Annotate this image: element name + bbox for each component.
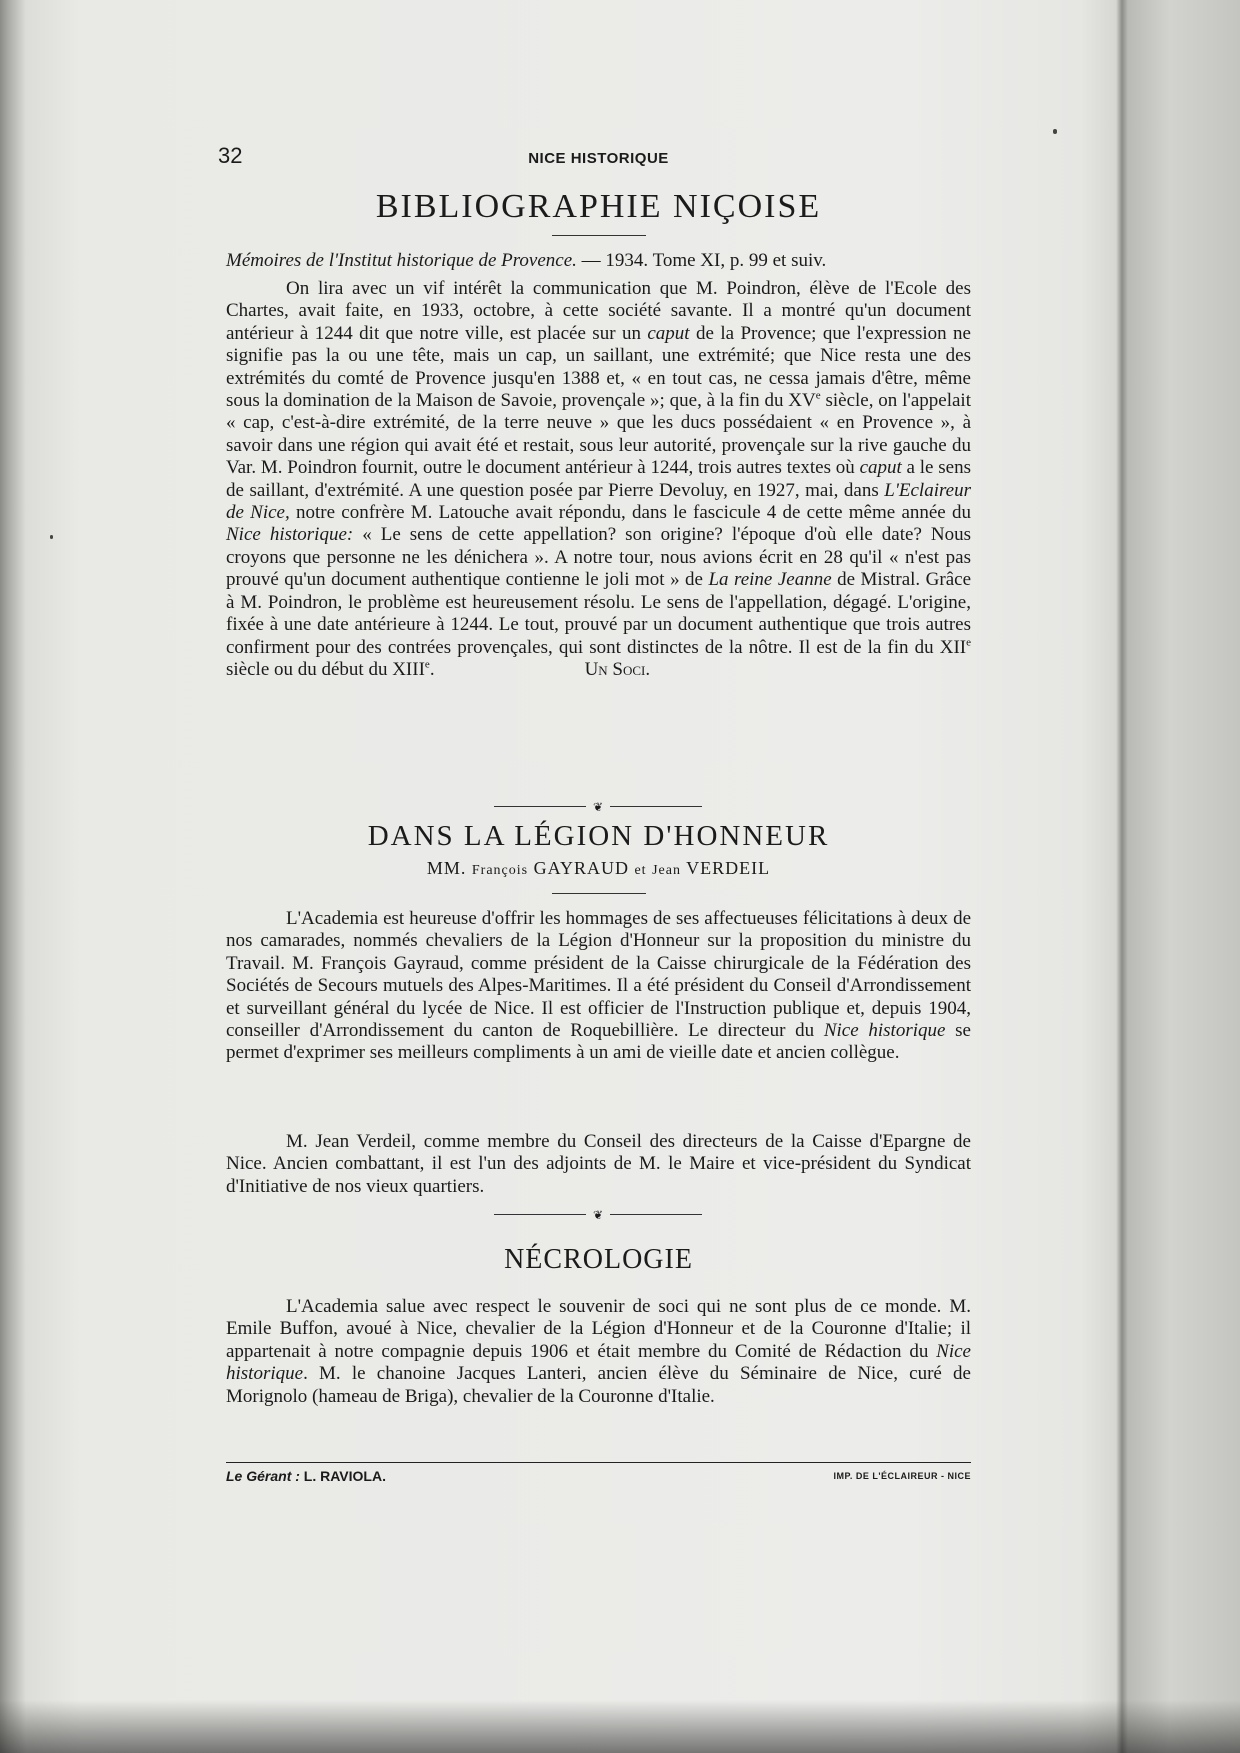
title-underline: [552, 235, 646, 236]
page-number: 32: [218, 143, 243, 168]
bibliographie-body: [226, 278, 971, 681]
fleuron-icon: ❦: [592, 800, 604, 814]
gerant-label: Le Gérant :: [226, 1468, 300, 1484]
divider-line-right: [610, 806, 702, 807]
footer-gerant: [226, 1468, 386, 1484]
divider-line-left: [494, 806, 586, 807]
subtitle-mm: MM.: [426, 858, 467, 878]
ink-speck: [50, 535, 53, 539]
signature: Un Soci.: [584, 658, 651, 680]
divider-line-left: [494, 1214, 586, 1215]
bibliographie-text: [226, 278, 971, 680]
necrologie-title: NÉCROLOGIE: [504, 1244, 693, 1275]
source-details: — 1934. Tome XI, p. 99 et suiv.: [576, 250, 827, 271]
text-segment: notre confrère M. Latouche avait répondu, dans le fascicule 4 de cette même année du: [289, 502, 971, 524]
text-segment: de Mistral. Grâce à M. Poindron, le problème est heureusement résolu. Le sens de l'appellation, dégagé. L'origine, fixée à une date antérieure à 1244. Le tout, prouvé par un document authentique que trois autres confirment pour des contrées provençales, qui sont distinctes de la nôtre. Il est de la fin du XII: [226, 569, 972, 658]
text-segment: siècle ou du début du XIII: [226, 658, 425, 680]
legion-paragraph-1-end: se permet d'exprimer ses meilleurs compliments à un ami de vieille date et ancien collègue.: [226, 1020, 971, 1064]
fleuron-icon: ❦: [592, 1208, 604, 1222]
bibliographie-title: BIBLIOGRAPHIE NIÇOISE: [375, 188, 822, 225]
necrologie-journal-title: Nice historique: [226, 1340, 971, 1385]
legion-paragraph-1: [226, 908, 971, 1065]
text-segment: a le sens de saillant, d'extrémité. A une question posée par Pierre Devoluy, en 1927, mai, dans: [226, 457, 971, 501]
bibliographie-source: [226, 250, 971, 272]
subtitle-firstname-2: Jean: [652, 863, 681, 878]
legion-title: DANS LA LÉGION D'HONNEUR: [367, 820, 830, 852]
superscript-segment: e: [815, 389, 821, 402]
italic-segment: caput: [647, 322, 690, 344]
subtitle-and: et: [634, 863, 647, 878]
source-italic: Mémoires de l'Institut historique de Provence.: [226, 250, 577, 271]
superscript-segment: e: [966, 636, 971, 649]
italic-segment: La reine Jeanne: [708, 569, 832, 591]
necrologie-paragraph: [226, 1296, 971, 1408]
text-segment: de la Provence; que l'expression ne signifie pas la ou une tête, mais un cap, un saillant, une extrémité; que Nice resta une des extrémités du comté de Provence jusqu'en 1388 et, « en tout cas, ne cessa jamais d'être, même sous la domination de la Maison de Savoie, provençale »; que, à la fin du XV: [226, 322, 971, 412]
legion-subtitle: [226, 858, 971, 879]
ink-speck: [1053, 129, 1057, 134]
superscript-segment: e: [424, 658, 430, 671]
section-divider: [494, 1208, 702, 1222]
legion-journal-title: Nice historique: [823, 1020, 946, 1042]
footer-printer: IMP. DE L'ÉCLAIREUR - NICE: [833, 1471, 971, 1481]
subtitle-firstname-1: François: [471, 863, 529, 878]
italic-segment: L'Eclaireur de Nice,: [226, 479, 971, 524]
gerant-name: L. RAVIOLA.: [303, 1468, 386, 1484]
section-divider: [494, 800, 702, 814]
footer-rule: [226, 1462, 971, 1463]
running-title: NICE HISTORIQUE: [528, 150, 669, 167]
text-segment: siècle, on l'appelait « cap, c'est-à-dire extrémité, de la terre neuve » que les ducs possédaient « en Provence », à savoir dans une région qui avait été et restait, sous leur autorité, provençale sur la rive gauche du Var. M. Poindron fournit, outre le document antérieur à 1244, trois autres textes où: [226, 390, 971, 479]
text-segment: On lira avec un vif intérêt la communication que M. Poindron, élève de l'Ecole des Chartes, avait faite, en 1933, octobre, à cette société savante. Il a montré qu'un document antérieur à 1244 dit que notre ville, est placée sur un: [226, 278, 971, 344]
necrologie-text-end: . M. le chanoine Jacques Lanteri, ancien élève du Séminaire de Nice, curé de Morignolo (hameau de Briga), chevalier de la Couronne d'Italie.: [226, 1363, 971, 1407]
scan-shadow: [0, 1700, 1240, 1753]
necrologie-text: L'Academia salue avec respect le souvenir de soci qui ne sont plus de ce monde. M. Emile Buffon, avoué à Nice, chevalier de la Légion d'Honneur et de la Couronne d'Italie; il appartenait à notre compagnie depuis 1906 et était membre du Comité de Rédaction du: [226, 1296, 971, 1362]
italic-segment: Nice historique:: [226, 524, 354, 546]
legion-paragraph-1-text: L'Academia est heureuse d'offrir les hommages de ses affectueuses félicitations à deux de nos camarades, nommés chevaliers de la Légion d'Honneur sur la proposition du ministre du Travail. M. François Gayraud, comme président de la Caisse chirurgicale de la Fédération des Sociétés de Secours mutuels des Alpes-Maritimes. Il a été président du Conseil d'Arrondissement et surveillant général du lycée de Nice. Il est officier de l'Instruction publique et, depuis 1904, conseiller d'Arrondissement du canton de Roquebillière. Le directeur du: [226, 908, 971, 1042]
subtitle-lastname-1: GAYRAUD: [533, 858, 629, 878]
legion-paragraph-2: M. Jean Verdeil, comme membre du Conseil des directeurs de la Caisse d'Epargne de Nice. Ancien combattant, il est l'un des adjoints de M. le Maire et vice-président du Syndicat d'Initiative de nos vieux quartiers.: [226, 1131, 971, 1197]
text-segment: .: [429, 658, 435, 680]
italic-segment: caput: [859, 457, 902, 479]
divider-line-right: [610, 1214, 702, 1215]
subtitle-lastname-2: VERDEIL: [686, 858, 771, 878]
text-segment: « Le sens de cette appellation? son origine? l'époque d'où elle date? Nous croyons que personne ne les dénichera ». A notre tour, nous avions écrit en 28 qu'il « n'est pas prouvé qu'un document authentique contienne le joli mot » de: [226, 524, 972, 591]
subtitle-underline: [552, 893, 646, 894]
